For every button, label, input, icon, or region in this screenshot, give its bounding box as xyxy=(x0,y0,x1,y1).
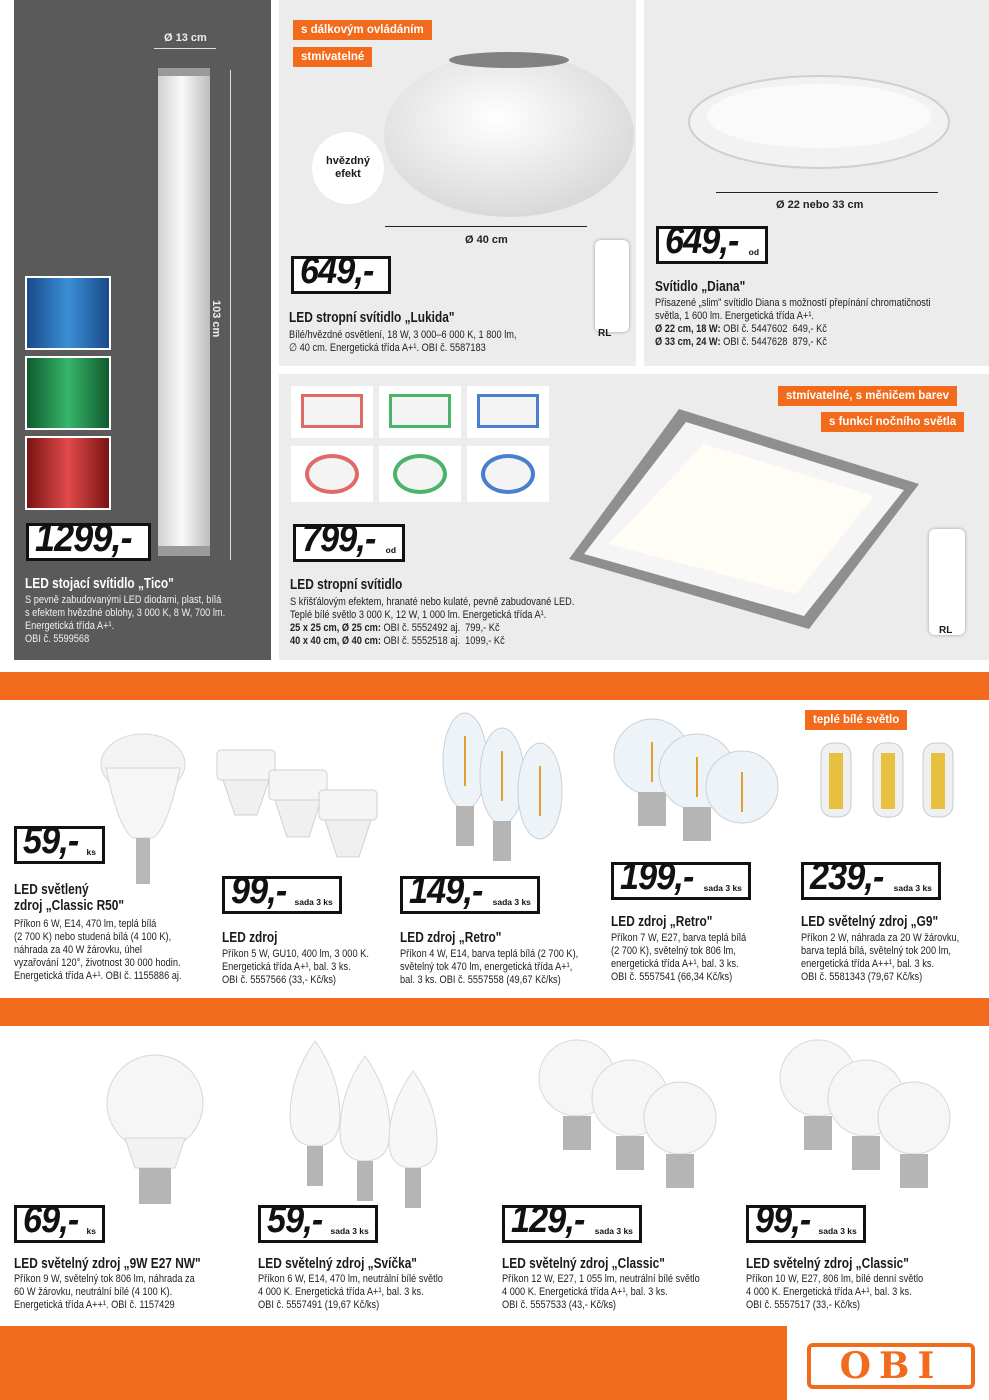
r50-desc-line: Příkon 6 W, E14, 470 lm, teplá bílá xyxy=(14,918,157,930)
retro-e27-desc-line: OBI č. 5557541 (66,34 Kč/ks) xyxy=(611,971,733,983)
variant-square-blue xyxy=(467,386,549,438)
classic10-title: LED světelný zdroj „Classic" xyxy=(746,1256,909,1272)
tico-title: LED stojací svítidlo „Tico" xyxy=(25,576,174,592)
retro-e27-desc-line: (2 700 K), světelný tok 806 lm, xyxy=(611,945,736,957)
retro-e14-desc-line: světelný tok 470 lm, energetická třída A+¹, xyxy=(400,961,573,973)
retro-e27-price-tag xyxy=(611,856,751,900)
classic-bulbs-image xyxy=(535,1036,720,1206)
g9-price-unit: sada 3 ks xyxy=(893,883,932,893)
warm-white-tag: teplé bílé světlo xyxy=(805,710,907,730)
r50-desc-line: (2 700 K) nebo studená bílá (4 100 K), xyxy=(14,931,172,943)
classic12-price-tag xyxy=(502,1199,642,1243)
diana-variant-info: OBI č. 5447628 879,- Kč xyxy=(720,336,827,348)
g9-bulbs-image xyxy=(815,735,965,855)
diana-panel xyxy=(644,0,989,366)
g9-title: LED světelný zdroj „G9" xyxy=(801,914,939,930)
classic12-price-unit: sada 3 ks xyxy=(594,1226,633,1236)
lukida-desc-line: Bílé/hvězdné osvětlení, 18 W, 3 000–6 000 K, 1 800 lm, xyxy=(289,329,517,341)
stropni-title: LED stropní svítidlo xyxy=(290,577,403,593)
r50-price: 59,- xyxy=(23,820,79,862)
classic12-desc-line: 4 000 K. Energetická třída A+¹, bal. 3 ks. xyxy=(502,1286,668,1298)
variant-round-green xyxy=(379,446,461,502)
classic-bulbs-image xyxy=(778,1036,953,1206)
tico-desc-line: s efektem hvězdné oblohy, 3 000 K, 8 W, 700 lm. xyxy=(25,607,226,619)
nw-title: LED světelný zdroj „9W E27 NW" xyxy=(14,1256,201,1272)
nw-price: 69,- xyxy=(23,1199,79,1241)
retro-e14-desc-line: Příkon 4 W, E14, barva teplá bílá (2 700 K), xyxy=(400,948,579,960)
dimmable-tag: stmívatelné xyxy=(293,47,372,67)
stropni-price: 799,- xyxy=(302,518,376,560)
classic12-desc-line: OBI č. 5557533 (43,- Kč/ks) xyxy=(502,1299,617,1311)
diana-title: Svítidlo „Diana" xyxy=(655,279,746,295)
r50-desc-line: náhrada za 40 W žárovku, úhel xyxy=(14,944,142,956)
slim-light-image xyxy=(684,70,954,175)
stropni-desc-line: Teplé bílé světlo 3 000 K, 12 W, 1 000 lm. Energetická třída A¹. xyxy=(290,609,547,621)
remote-control-image xyxy=(595,240,629,332)
lukida-panel xyxy=(279,0,636,366)
candle-desc-line: Příkon 6 W, E14, 470 lm, neutrální bílé světlo xyxy=(258,1273,443,1285)
tico-desc-line: Energetická třída A+¹. xyxy=(25,620,115,632)
r50-title: LED světlený xyxy=(14,882,89,898)
classic10-price: 99,- xyxy=(755,1199,811,1241)
lukida-price: 649,- xyxy=(300,250,374,292)
lukida-desc-line: ∅ 40 cm. Energetická třída A+¹. OBI č. 5587183 xyxy=(289,342,486,354)
diana-desc-line: Přisazené „slim" svítidlo Diana s možností přepínání chromatičnosti xyxy=(655,297,931,309)
gu10-bulbs-image xyxy=(215,745,390,865)
retro-e27-desc-line: Příkon 7 W, E27, barva teplá bílá xyxy=(611,932,747,944)
obi-logo-text: OBI xyxy=(839,1345,943,1387)
section-divider xyxy=(0,998,989,1026)
tico-desc-line: OBI č. 5599568 xyxy=(25,633,90,645)
ceiling-light-image xyxy=(374,40,634,220)
stropni-variant-size: 40 x 40 cm, Ø 40 cm: xyxy=(290,635,381,647)
rl-logo: RL xyxy=(939,625,953,636)
section-divider xyxy=(0,672,989,700)
g9-desc-line: OBI č. 5581343 (79,67 Kč/ks) xyxy=(801,971,923,983)
g9-desc-line: Příkon 2 W, náhrada za 20 W žárovku, xyxy=(801,932,960,944)
floor-lamp-image xyxy=(154,62,214,562)
classic10-desc-line: Příkon 10 W, E27, 806 lm, bílé denní světlo xyxy=(746,1273,924,1285)
stropni-variant-size: 25 x 25 cm, Ø 25 cm: xyxy=(290,622,381,634)
star-effect-badge: hvězdný efekt xyxy=(312,132,384,204)
color-variant-red xyxy=(25,436,111,510)
retro-e14-price: 149,- xyxy=(409,870,483,912)
r50-price-unit: ks xyxy=(86,847,96,857)
remote-control-image xyxy=(929,529,965,635)
g9-price: 239,- xyxy=(810,856,884,898)
dimmable-color-tag: stmívatelné, s měničem barev xyxy=(778,386,957,406)
classic12-desc-line: Příkon 12 W, E27, 1 055 lm, neutrální bílé světlo xyxy=(502,1273,700,1285)
r50-desc-line: Energetická třída A+¹. OBI č. 1155886 aj. xyxy=(14,970,182,982)
candle-desc-line: OBI č. 5557491 (19,67 Kč/ks) xyxy=(258,1299,380,1311)
r50-price-tag xyxy=(14,820,105,864)
tico-panel xyxy=(14,0,271,660)
gu10-price-unit: sada 3 ks xyxy=(294,897,333,907)
nw-desc-line: 60 W žárovku, neutrální bílé (4 100 K). xyxy=(14,1286,173,1298)
r50-desc-line: vyzařování 120°, životnost 30 000 hodin. xyxy=(14,957,181,969)
height-dimension-label: 103 cm xyxy=(210,300,222,338)
e27-bulb-image xyxy=(105,1048,205,1208)
candle-price: 59,- xyxy=(267,1199,323,1241)
variant-square-red xyxy=(291,386,373,438)
nw-price-unit: ks xyxy=(86,1226,96,1236)
r50-bulb-image xyxy=(98,728,188,888)
candle-price-tag xyxy=(258,1199,378,1243)
classic10-desc-line: 4 000 K. Energetická třída A+¹, bal. 3 ks. xyxy=(746,1286,912,1298)
diana-desc-line: světla, 1 600 lm. Energetická třída A+¹. xyxy=(655,310,814,322)
retro-e27-title: LED zdroj „Retro" xyxy=(611,914,713,930)
retro-e27-price: 199,- xyxy=(620,856,694,898)
variant-round-blue xyxy=(467,446,549,502)
r50-title: zdroj „Classic R50" xyxy=(14,898,125,914)
height-dimension-line xyxy=(230,70,231,560)
retro-e27-bulbs-image xyxy=(612,712,782,852)
gu10-title: LED zdroj xyxy=(222,930,278,946)
retro-e14-title: LED zdroj „Retro" xyxy=(400,930,502,946)
classic10-price-unit: sada 3 ks xyxy=(818,1226,857,1236)
obi-logo xyxy=(807,1343,975,1389)
diana-variant-size: Ø 33 cm, 24 W: xyxy=(655,336,721,348)
classic12-price: 129,- xyxy=(511,1199,585,1241)
color-variant-blue xyxy=(25,276,111,350)
candle-title: LED světelný zdroj „Svíčka" xyxy=(258,1256,417,1272)
gu10-desc-line: OBI č. 5557566 (33,- Kč/ks) xyxy=(222,974,337,986)
retro-e27-desc-line: energetická třída A+¹, bal. 3 ks. xyxy=(611,958,739,970)
remote-control-tag: s dálkovým ovládáním xyxy=(293,20,432,40)
gu10-desc-line: Energetická třída A+¹, bal. 3 ks. xyxy=(222,961,351,973)
night-light-tag: s funkcí nočního světla xyxy=(821,412,964,432)
gu10-desc-line: Příkon 5 W, GU10, 400 lm, 3 000 K. xyxy=(222,948,369,960)
classic10-desc-line: OBI č. 5557517 (33,- Kč/ks) xyxy=(746,1299,861,1311)
diameter-dimension-line xyxy=(385,226,587,227)
retro-e14-price-tag xyxy=(400,870,540,914)
nw-desc-line: Energetická třída A++¹. OBI č. 1157429 xyxy=(14,1299,175,1311)
retro-e14-price-unit: sada 3 ks xyxy=(492,897,531,907)
rl-logo: RL xyxy=(598,328,612,339)
diameter-dimension-label: Ø 40 cm xyxy=(465,234,508,246)
diana-price: 649,- xyxy=(665,220,739,262)
g9-desc-line: energetická třída A++¹, bal. 3 ks. xyxy=(801,958,935,970)
diana-price-tag xyxy=(656,220,768,264)
retro-e27-price-unit: sada 3 ks xyxy=(703,883,742,893)
candle-price-unit: sada 3 ks xyxy=(330,1226,369,1236)
diameter-dimension-line xyxy=(716,192,938,193)
tico-price-tag xyxy=(26,516,151,561)
stropni-variant-info: OBI č. 5552518 aj. 1099,- Kč xyxy=(380,635,505,647)
g9-price-tag xyxy=(801,856,941,900)
diameter-dimension-line xyxy=(154,48,216,49)
variant-round-red xyxy=(291,446,373,502)
diameter-dimension-label: Ø 13 cm xyxy=(164,32,207,44)
classic12-title: LED světelný zdroj „Classic" xyxy=(502,1256,665,1272)
color-variant-green xyxy=(25,356,111,430)
stropni-panel xyxy=(279,374,989,660)
retro-e14-desc-line: bal. 3 ks. OBI č. 5557558 (49,67 Kč/ks) xyxy=(400,974,561,986)
nw-desc-line: Příkon 9 W, světelný tok 806 lm, náhrada za xyxy=(14,1273,195,1285)
tico-price: 1299,- xyxy=(35,516,132,560)
classic10-price-tag xyxy=(746,1199,866,1243)
diana-variant-size: Ø 22 cm, 18 W: xyxy=(655,323,721,335)
stropni-variant-info: OBI č. 5552492 aj. 799,- Kč xyxy=(380,622,500,634)
lukida-title: LED stropní svítidlo „Lukida" xyxy=(289,310,455,326)
stropni-desc-line: S křišťálovým efektem, hranaté nebo kulaté, pevně zabudované LED. xyxy=(290,596,575,608)
diameter-dimension-label: Ø 22 nebo 33 cm xyxy=(776,199,864,211)
tico-desc-line: S pevně zabudovanými LED diodami, plast, bílá xyxy=(25,594,222,606)
nw-price-tag xyxy=(14,1199,105,1243)
diana-price-unit: od xyxy=(748,247,760,257)
stropni-price-tag xyxy=(293,518,405,562)
retro-e14-bulbs-image xyxy=(440,706,570,866)
variant-square-green xyxy=(379,386,461,438)
diana-variant-info: OBI č. 5447602 649,- Kč xyxy=(720,323,827,335)
lukida-price-tag xyxy=(291,250,391,294)
gu10-price-tag xyxy=(222,870,342,914)
candle-bulbs-image xyxy=(285,1036,445,1216)
candle-desc-line: 4 000 K. Energetická třída A+¹, bal. 3 ks. xyxy=(258,1286,424,1298)
gu10-price: 99,- xyxy=(231,870,287,912)
stropni-price-unit: od xyxy=(385,545,397,555)
g9-desc-line: barva teplá bílá, světelný tok 200 lm, xyxy=(801,945,951,957)
